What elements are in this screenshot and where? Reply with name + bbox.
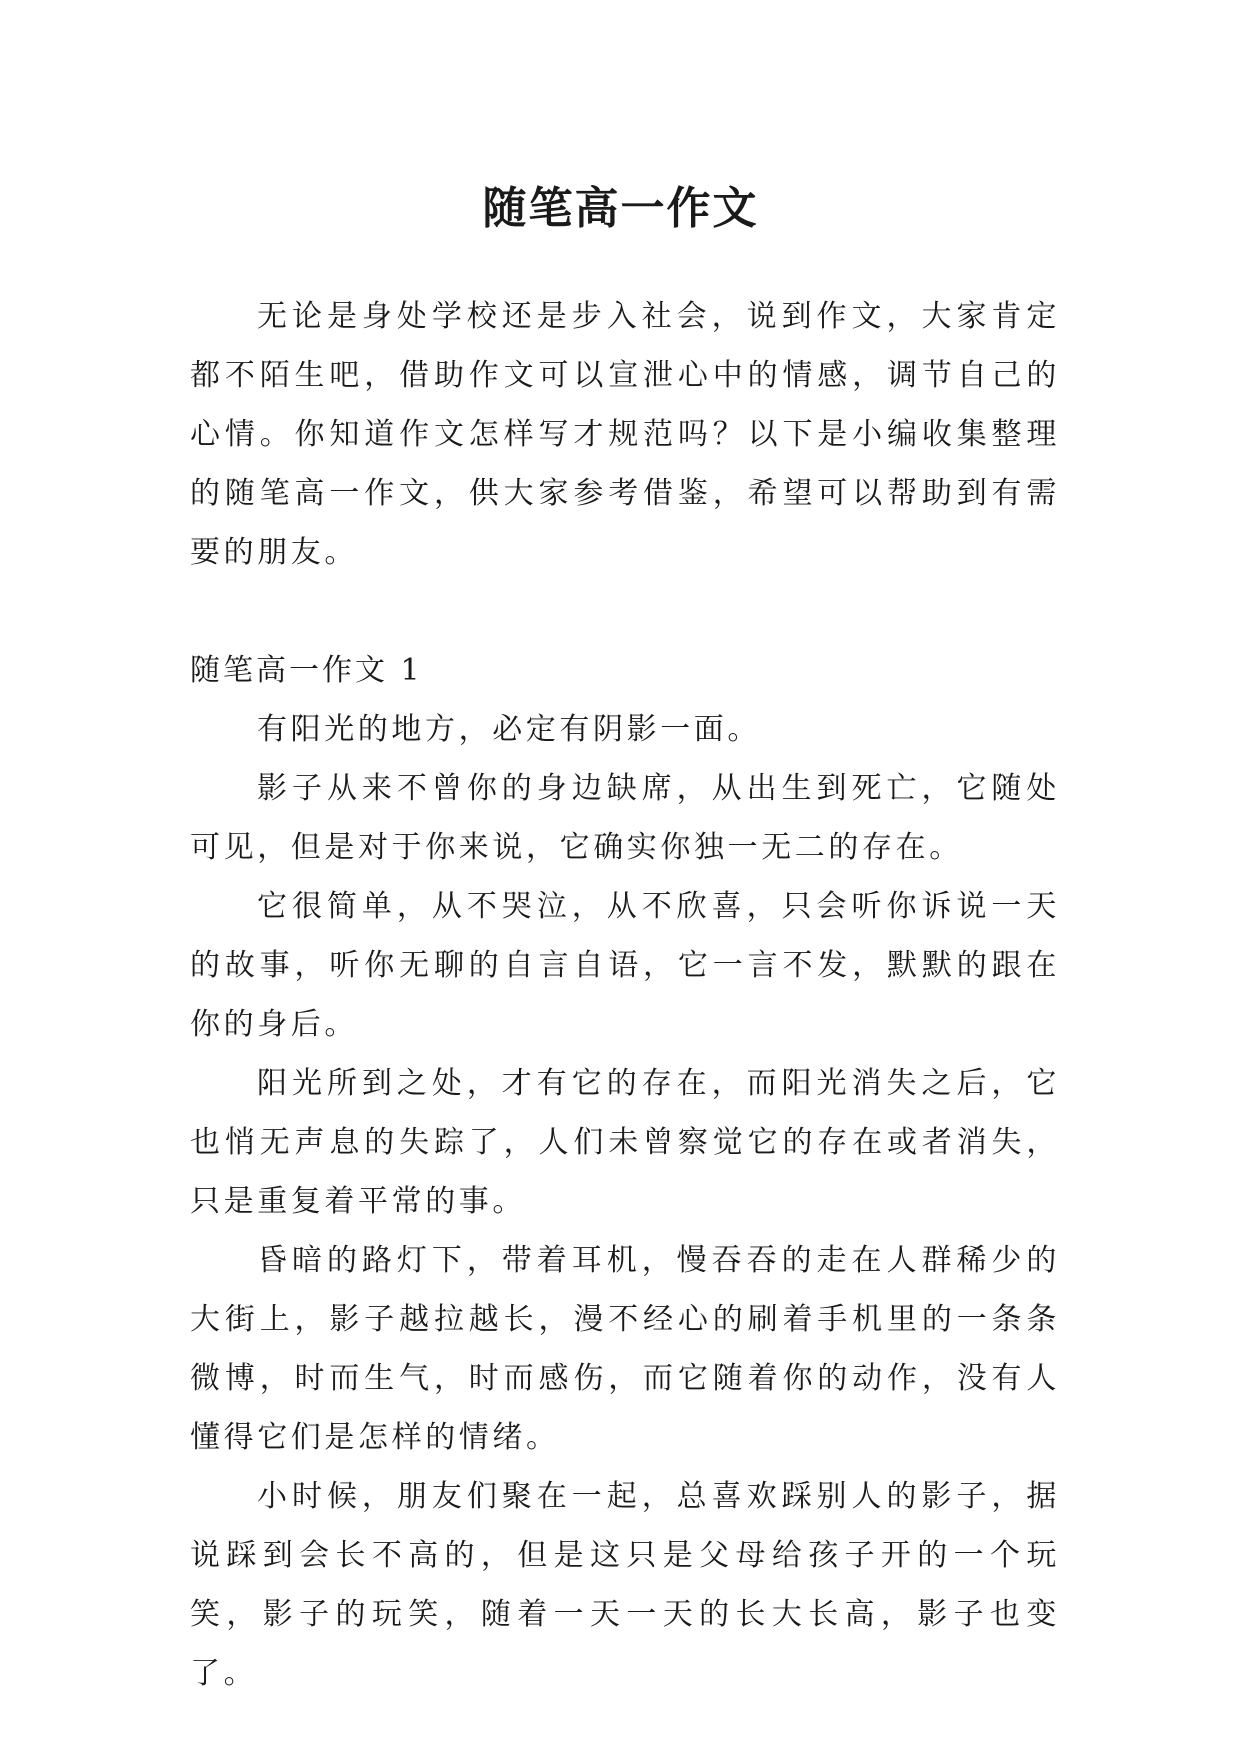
body-paragraph: 有阳光的地方，必定有阴影一面。 — [257, 712, 761, 747]
document-body — [190, 287, 1060, 1703]
body-paragraph: 昏暗的路灯下，带着耳机，慢吞吞的走在人群稀少的大街上，影子越拉越长，漫不经心的刷着手机里的一条条微博，时而生气，时而感伤，而它随着你的动作，没有人懂得它们是怎样的情绪。 — [190, 1243, 1060, 1455]
section-heading: 随笔高一作文 1 — [190, 653, 423, 688]
body-paragraph: 小时候，朋友们聚在一起，总喜欢踩别人的影子，据说踩到会长不高的，但是这只是父母给孩子开的一个玩笑，影子的玩笑，随着一天一天的长大长高，影子也变了。 — [190, 1479, 1060, 1691]
body-paragraph: 阳光所到之处，才有它的存在，而阳光消失之后，它也悄无声息的失踪了，人们未曾察觉它的存在或者消失，只是重复着平常的事。 — [190, 1066, 1060, 1219]
body-paragraph: 它很简单，从不哭泣，从不欣喜，只会听你诉说一天的故事，听你无聊的自言自语，它一言不发，默默的跟在你的身后。 — [190, 889, 1060, 1042]
intro-paragraph: 无论是身处学校还是步入社会，说到作文，大家肯定都不陌生吧，借助作文可以宣泄心中的情感，调节自己的心情。你知道作文怎样写才规范吗？以下是小编收集整理的随笔高一作文，供大家参考借鉴，希望可以帮助到有需要的朋友。 — [190, 299, 1060, 570]
document-title: 随笔高一作文 — [482, 183, 759, 235]
body-paragraph: 影子从来不曾你的身边缺席，从出生到死亡，它随处可见，但是对于你来说，它确实你独一无二的存在。 — [190, 771, 1060, 865]
